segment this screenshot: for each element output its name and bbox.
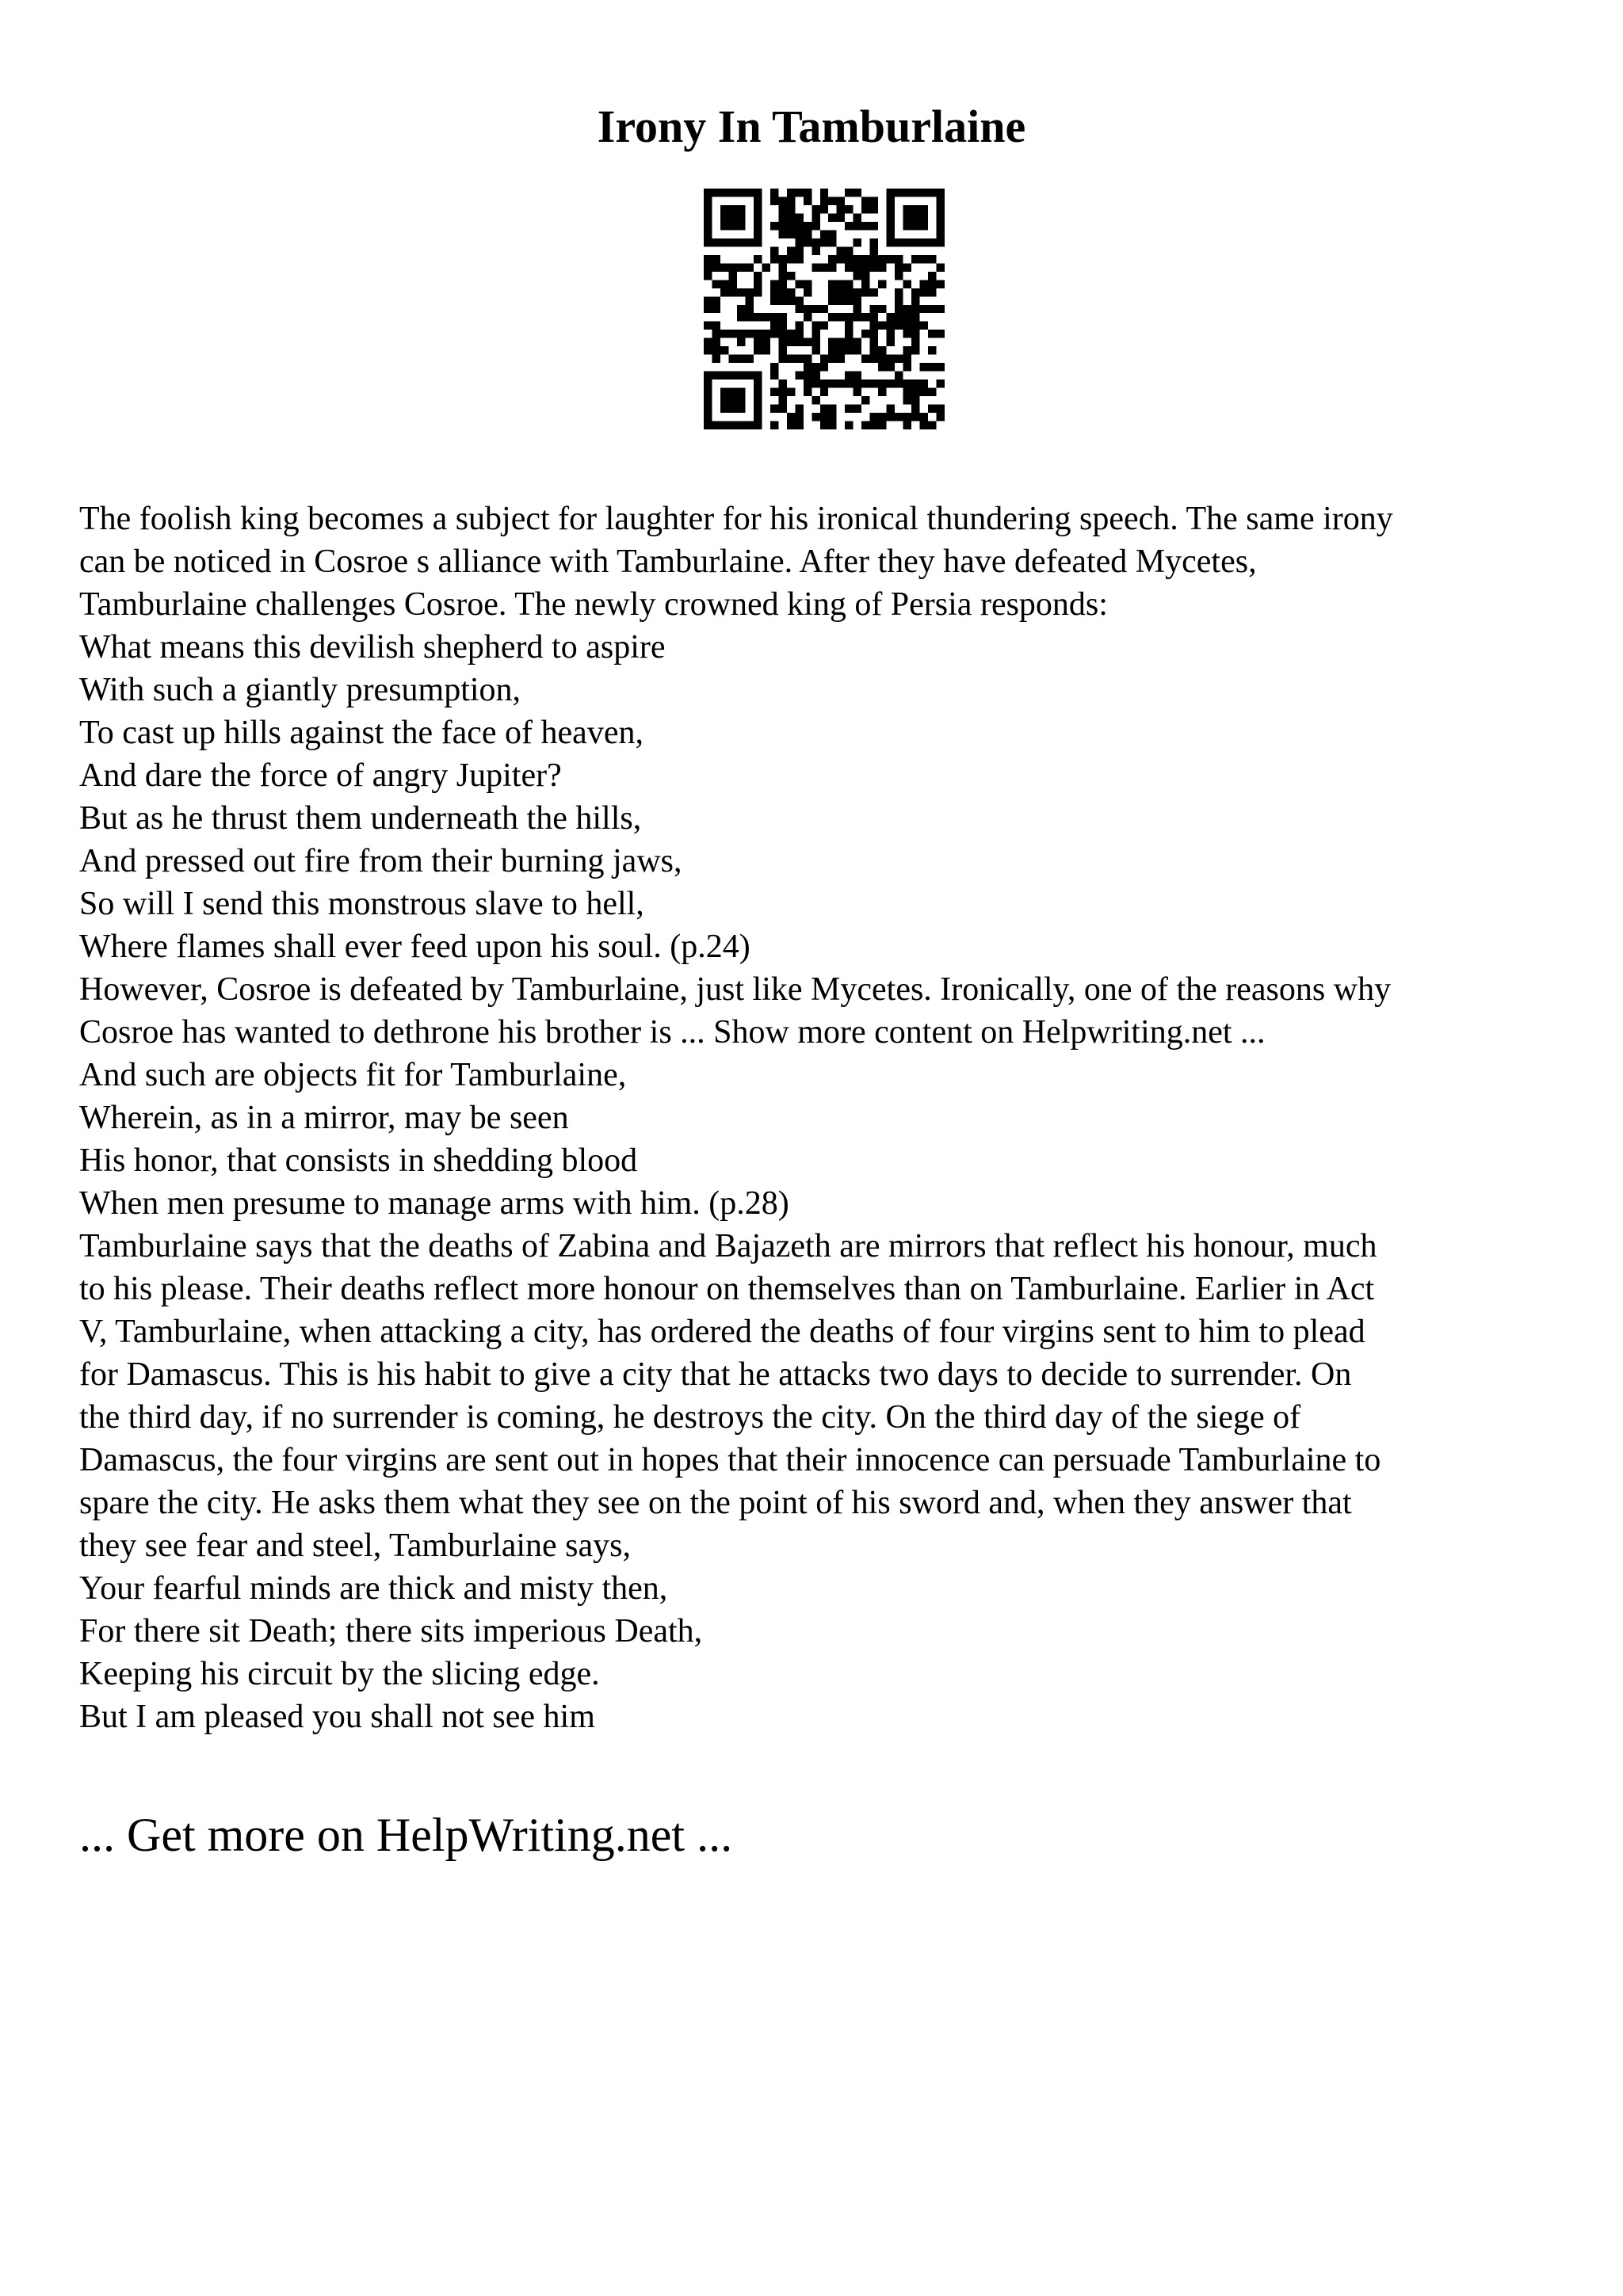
text-line: Tamburlaine challenges Cosroe. The newly crowned king of Persia responds: bbox=[79, 586, 1108, 623]
text-line: to his please. Their deaths reflect more honour on themselves than on Tamburlaine. Earlier in Act bbox=[79, 1271, 1375, 1307]
text-line: His honor, that consists in shedding blood bbox=[79, 1142, 638, 1179]
text-line: And such are objects fit for Tamburlaine, bbox=[79, 1057, 627, 1093]
text-line: the third day, if no surrender is coming, he destroys the city. On the third day of the siege of bbox=[79, 1399, 1301, 1436]
text-line: Keeping his circuit by the slicing edge. bbox=[79, 1656, 600, 1692]
text-line: So will I send this monstrous slave to hell, bbox=[79, 886, 644, 922]
text-line: However, Cosroe is defeated by Tamburlaine, just like Mycetes. Ironically, one of the reasons why bbox=[79, 971, 1392, 1008]
text-line: To cast up hills against the face of heaven, bbox=[79, 715, 643, 751]
text-line: they see fear and steel, Tamburlaine says, bbox=[79, 1527, 632, 1564]
text-line: For there sit Death; there sits imperious Death, bbox=[79, 1613, 703, 1650]
text-line: Wherein, as in a mirror, may be seen bbox=[79, 1100, 569, 1136]
text-line: spare the city. He asks them what they see on the point of his sword and, when they answer that bbox=[79, 1485, 1352, 1521]
get-more-link[interactable]: ... Get more on HelpWriting.net ... bbox=[79, 1809, 733, 1861]
text-line: for Damascus. This is his habit to give a city that he attacks two days to decide to surrender. On bbox=[79, 1356, 1352, 1393]
document-body bbox=[79, 498, 1569, 1738]
text-line: The foolish king becomes a subject for laughter for his ironical thundering speech. The same irony bbox=[79, 501, 1393, 537]
text-line: Your fearful minds are thick and misty then, bbox=[79, 1570, 668, 1607]
text-line: Tamburlaine says that the deaths of Zabina and Bajazeth are mirrors that reflect his honour, much bbox=[79, 1228, 1377, 1264]
text-line: Where flames shall ever feed upon his soul. (p.24) bbox=[79, 929, 750, 965]
text-line: V, Tamburlaine, when attacking a city, has ordered the deaths of four virgins sent to him to plead bbox=[79, 1314, 1365, 1350]
text-line: Cosroe has wanted to dethrone his brother is ... Show more content on Helpwriting.net ... bbox=[79, 1014, 1266, 1051]
qr-code-icon bbox=[704, 189, 945, 429]
text-line: When men presume to manage arms with him. (p.28) bbox=[79, 1185, 789, 1222]
text-line: But I am pleased you shall not see him bbox=[79, 1699, 595, 1735]
text-line: But as he thrust them underneath the hills, bbox=[79, 800, 642, 837]
text-line: can be noticed in Cosroe s alliance with Tamburlaine. After they have defeated Mycetes, bbox=[79, 543, 1257, 580]
text-line: What means this devilish shepherd to aspire bbox=[79, 629, 666, 666]
text-line: And dare the force of angry Jupiter? bbox=[79, 757, 562, 794]
text-line: And pressed out fire from their burning jaws, bbox=[79, 843, 682, 879]
document-title: Irony In Tamburlaine bbox=[597, 101, 1026, 152]
text-line: With such a giantly presumption, bbox=[79, 672, 521, 708]
text-line: Damascus, the four virgins are sent out in hopes that their innocence can persuade Tamburlaine to bbox=[79, 1442, 1381, 1478]
